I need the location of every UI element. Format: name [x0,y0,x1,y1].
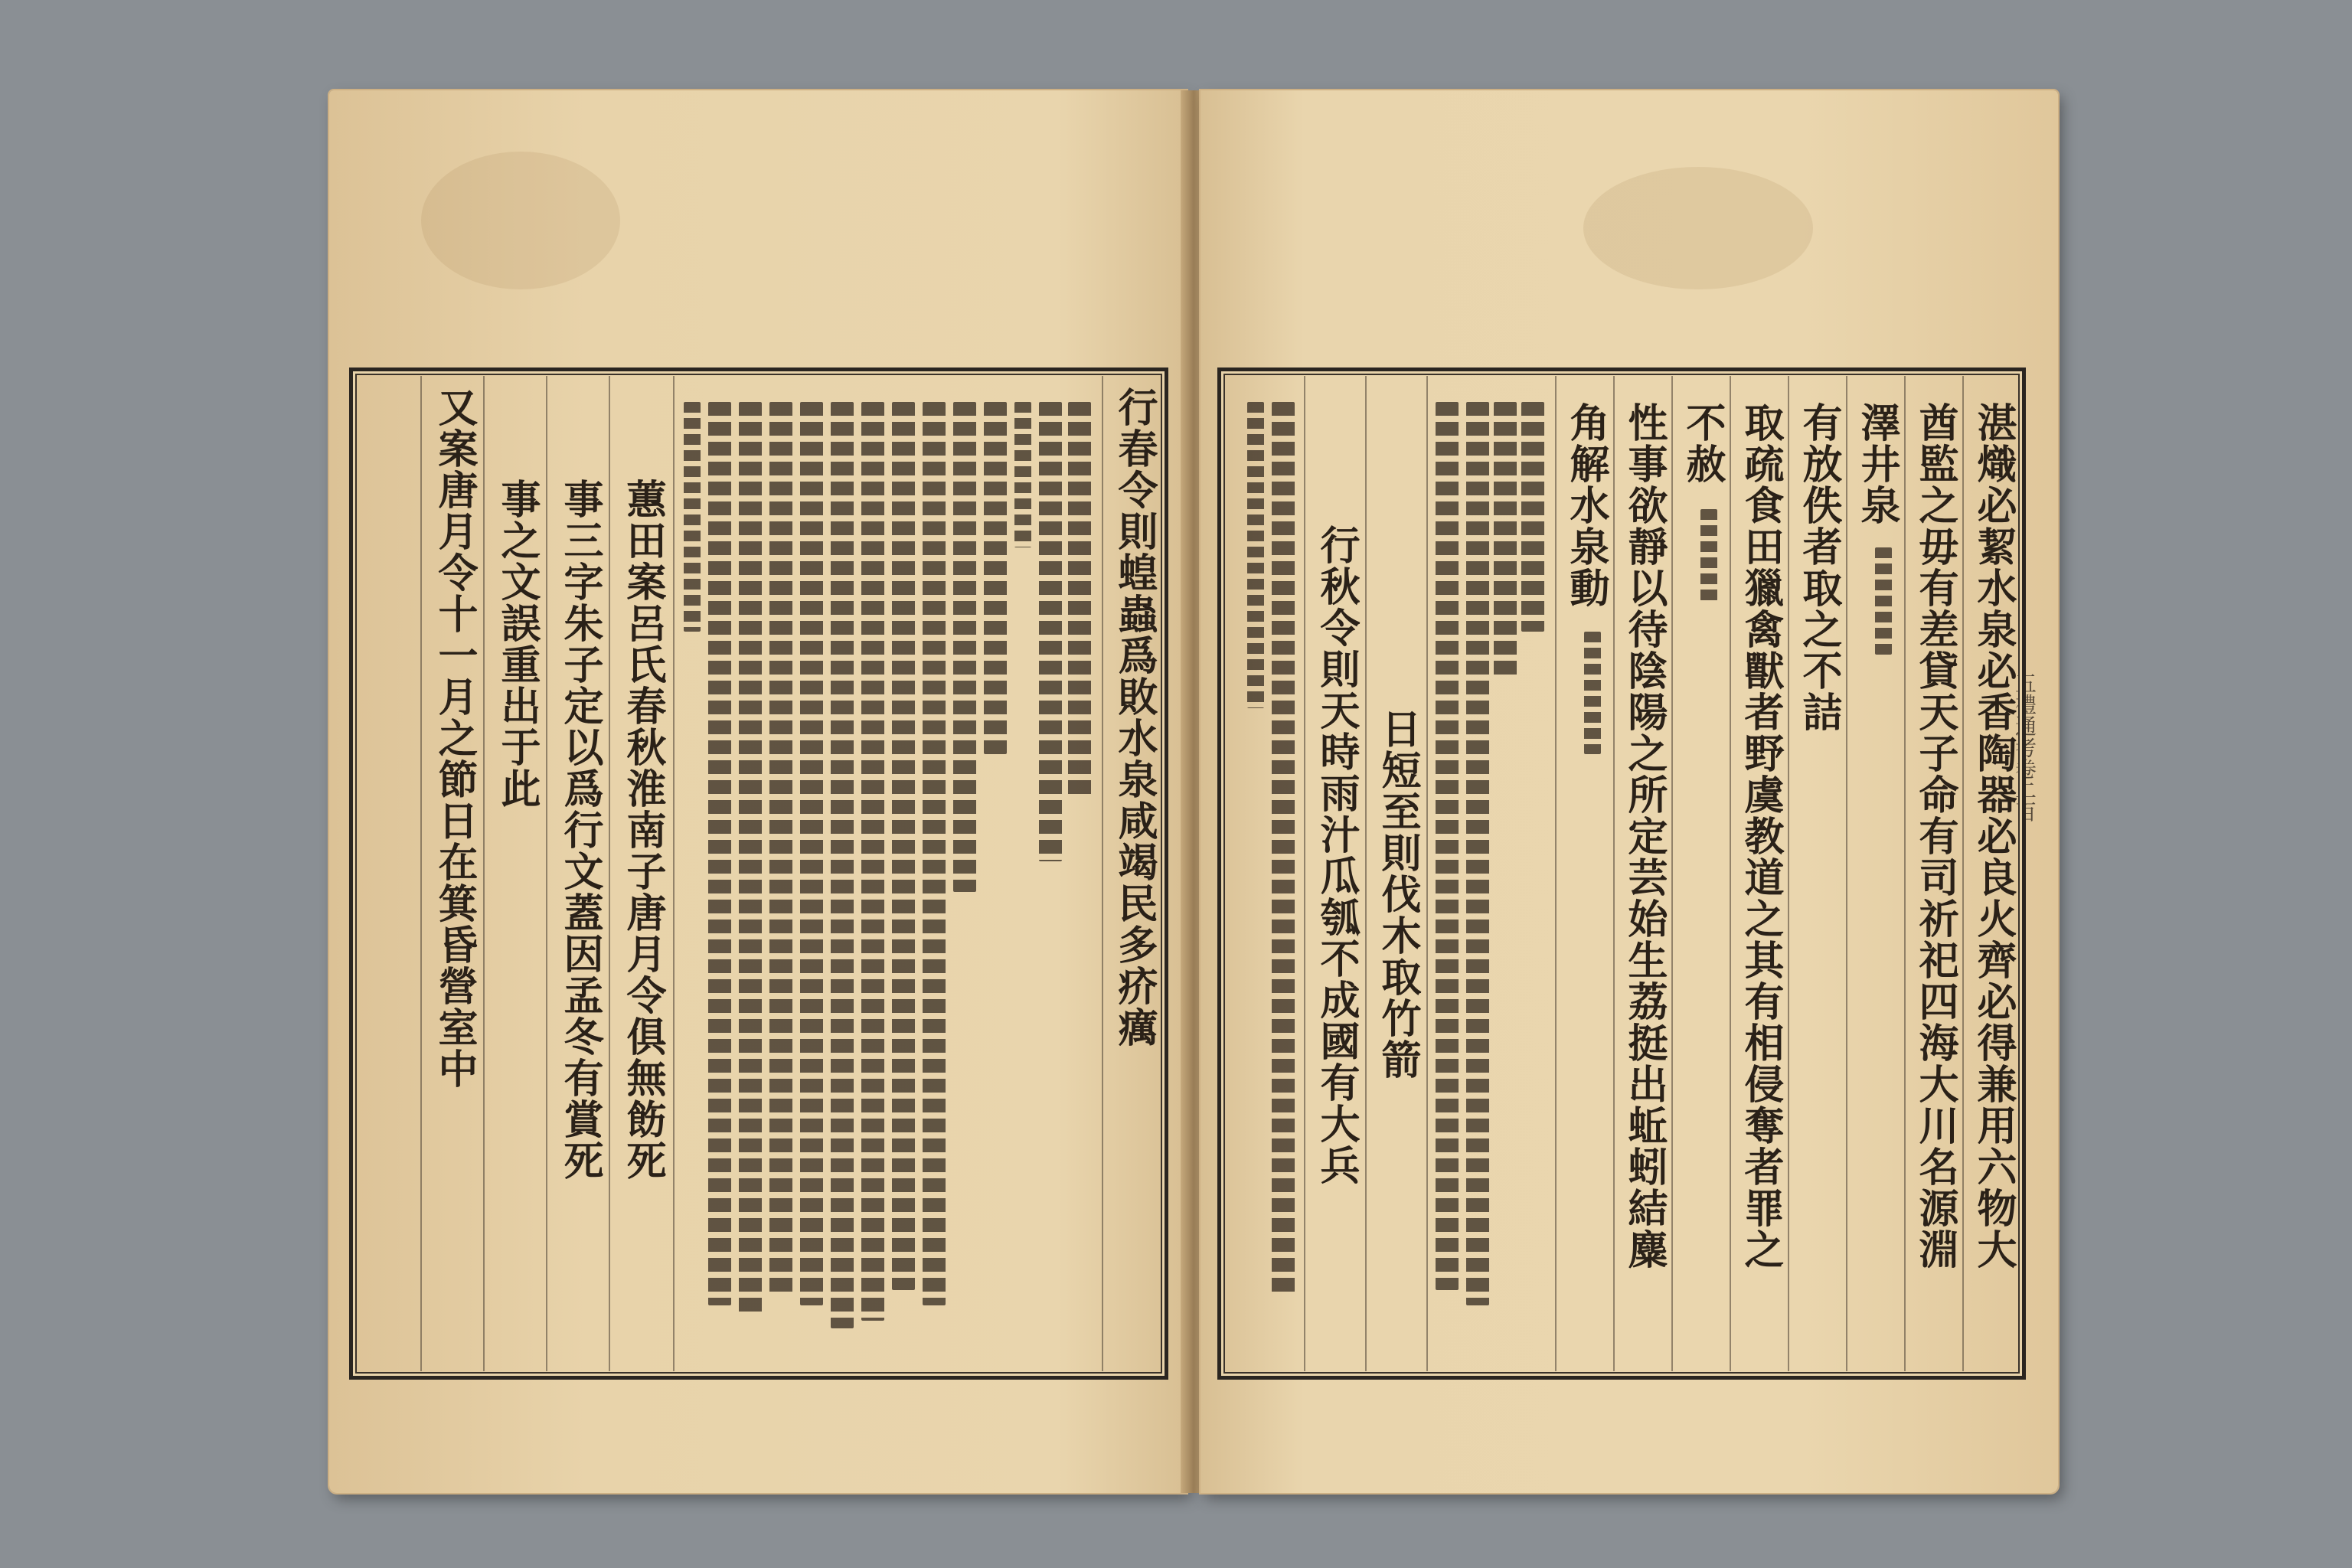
annotation-column [708,402,731,1305]
left-column-3: 事之文誤重出于此 [494,479,541,809]
annotation-column [1436,402,1459,1290]
annotation-column [1466,402,1489,1305]
left-column-2: 又案唐月令十一月之節日在箕昏營室中 [431,387,478,1089]
annotation-column [984,402,1007,754]
right-column-8: 角解水泉動 [1563,402,1609,609]
annotation-column [1068,402,1091,800]
annotation-column [892,402,915,1290]
right-column-9: 日短至則伐木取竹箭 [1374,708,1421,1080]
annotation-column [1272,402,1295,1298]
annotation-column [1875,547,1892,655]
right-column-4: 有放佚者取之不詰 [1795,402,1842,733]
annotation-column [831,402,854,1328]
right-column-10: 行秋令則天時雨汁瓜瓠不成國有大兵 [1313,524,1360,1186]
annotation-column [1014,402,1031,547]
annotation-column [769,402,792,1298]
annotation-column [1521,402,1544,632]
annotation-column [1247,402,1264,708]
open-book [329,90,2058,1493]
left-main-column: 行春令則蝗蟲爲敗水泉咸竭民多疥癘 [1111,387,1158,1048]
annotation-column [684,402,701,632]
right-column-3: 澤井泉 [1854,402,1900,526]
right-column-5: 取疏食田獵禽獸者野虞教道之其有相侵奪者罪之 [1737,402,1784,1270]
margin-header: 五禮通考卷二百 [2012,672,2037,822]
right-column-7: 性事欲靜以待陰陽之所定芸始生荔挺出蚯蚓結麋 [1621,402,1668,1270]
left-page [329,90,1187,1493]
annotation-column [861,402,884,1321]
left-column-5: 蕙田案呂氏春秋淮南子唐月令俱無飭死 [619,479,666,1181]
left-page-frame [349,368,1168,1380]
right-column-2: 酋監之毋有差貸天子命有司祈祀四海大川名源淵 [1912,402,1958,1270]
right-column-6: 不赦 [1679,402,1726,485]
annotation-column [1584,632,1601,754]
annotation-column [953,402,976,892]
right-page [1200,90,2058,1493]
annotation-column [1039,402,1062,861]
annotation-column [923,402,946,1305]
annotation-column [1700,509,1717,601]
left-column-4: 事三字朱子定以爲行文蓋因孟冬有賞死 [557,479,603,1181]
annotation-column [1494,402,1517,678]
annotation-column [800,402,823,1305]
annotation-column [739,402,762,1313]
right-page-frame [1217,368,2026,1380]
right-column-1: 湛熾必絜水泉必香陶器必良火齊必得兼用六物大 [1970,402,2017,1270]
